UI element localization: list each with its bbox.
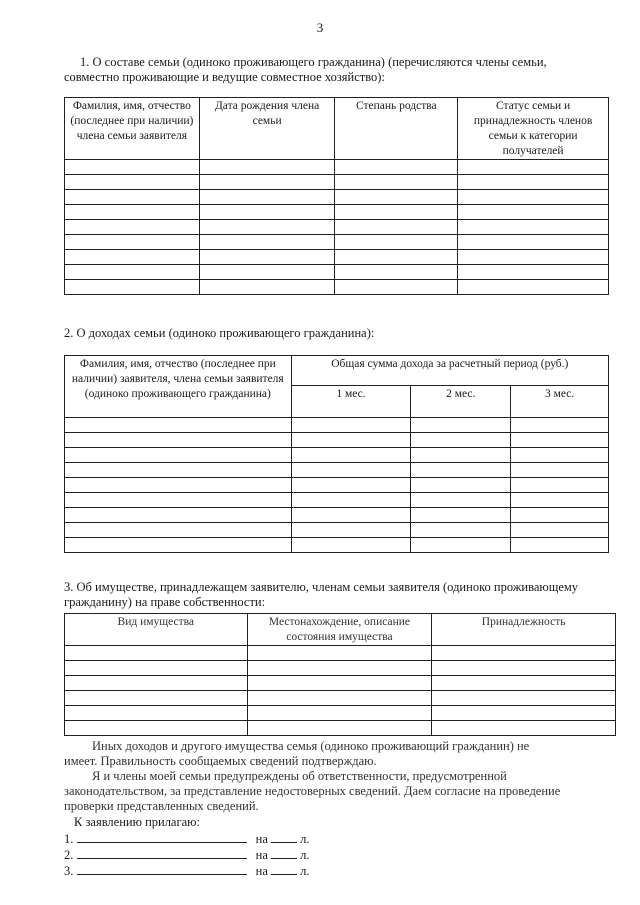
table-row <box>65 691 616 706</box>
income-header-month3: 3 мес. <box>511 386 609 418</box>
table-cell[interactable] <box>65 523 292 538</box>
table-row <box>65 448 609 463</box>
table-cell[interactable] <box>199 175 335 190</box>
table-cell[interactable] <box>291 493 411 508</box>
attachment-row-2 <box>64 848 364 863</box>
table-cell[interactable] <box>411 463 511 478</box>
table-cell[interactable] <box>335 190 458 205</box>
table-cell[interactable] <box>411 538 511 553</box>
table-cell[interactable] <box>291 508 411 523</box>
table-cell[interactable] <box>199 280 335 295</box>
attachment-on-label: на <box>255 864 268 878</box>
table-cell[interactable] <box>291 448 411 463</box>
table-cell[interactable] <box>291 433 411 448</box>
table-cell[interactable] <box>65 205 200 220</box>
table-cell[interactable] <box>247 661 432 676</box>
table-cell[interactable] <box>65 646 248 661</box>
property-header-ownership: Принадлежность <box>432 614 616 646</box>
table-row <box>65 661 616 676</box>
table-cell[interactable] <box>411 508 511 523</box>
attachment-row-1 <box>64 832 364 847</box>
attachment-number: 3. <box>64 864 74 878</box>
table-cell[interactable] <box>458 265 609 280</box>
table-cell[interactable] <box>65 175 200 190</box>
table-cell[interactable] <box>65 706 248 721</box>
table-cell[interactable] <box>432 721 616 736</box>
income-header-month2: 2 мес. <box>411 386 511 418</box>
table-cell[interactable] <box>432 676 616 691</box>
income-header-month1: 1 мес. <box>291 386 411 418</box>
table-cell[interactable] <box>199 160 335 175</box>
table-cell[interactable] <box>511 433 609 448</box>
table-row <box>65 463 609 478</box>
table-cell[interactable] <box>335 250 458 265</box>
table-cell[interactable] <box>65 508 292 523</box>
table-cell[interactable] <box>511 478 609 493</box>
table-cell[interactable] <box>199 250 335 265</box>
table-cell[interactable] <box>511 538 609 553</box>
table-row <box>65 160 609 175</box>
section2-title: 2. О доходах семьи (одиноко проживающего гражданина): <box>64 326 375 340</box>
table-row <box>65 190 609 205</box>
section3-title-line2: гражданину) на праве собственности: <box>64 595 266 609</box>
table-row <box>65 646 616 661</box>
table-row <box>65 433 609 448</box>
table-cell[interactable] <box>411 448 511 463</box>
attachment-sheets-field[interactable] <box>271 848 297 859</box>
table-cell[interactable] <box>65 280 200 295</box>
table-cell[interactable] <box>247 691 432 706</box>
table-cell[interactable] <box>411 523 511 538</box>
attachment-number: 2. <box>64 848 74 862</box>
table-cell[interactable] <box>511 508 609 523</box>
table-cell[interactable] <box>65 691 248 706</box>
table-cell[interactable] <box>65 235 200 250</box>
table-row <box>65 508 609 523</box>
table-row <box>65 250 609 265</box>
table-row <box>65 205 609 220</box>
section1-title-line2: совместно проживающие и ведущие совместное хозяйство): <box>64 70 385 84</box>
table-cell[interactable] <box>247 721 432 736</box>
table-cell[interactable] <box>65 661 248 676</box>
table-cell[interactable] <box>65 418 292 433</box>
table-cell[interactable] <box>199 235 335 250</box>
table-row <box>65 523 609 538</box>
table-cell[interactable] <box>291 463 411 478</box>
table-row <box>65 418 609 433</box>
table-cell[interactable] <box>291 523 411 538</box>
section3-title-line1: 3. Об имуществе, принадлежащем заявителю, членам семьи заявителя (одиноко проживающему <box>64 580 579 594</box>
attachment-row-3 <box>64 864 364 879</box>
property-header-location: Местонахождение, описание состояния имущества <box>247 614 432 646</box>
table-cell[interactable] <box>291 478 411 493</box>
table-cell[interactable] <box>199 205 335 220</box>
table-cell[interactable] <box>458 205 609 220</box>
table-row <box>65 478 609 493</box>
table-cell[interactable] <box>511 463 609 478</box>
table-cell[interactable] <box>511 493 609 508</box>
table-cell[interactable] <box>65 463 292 478</box>
statement-line5: проверки представленных сведений. <box>64 799 259 813</box>
table-cell[interactable] <box>65 265 200 280</box>
table-cell[interactable] <box>199 190 335 205</box>
table-row <box>65 706 616 721</box>
table-row <box>65 220 609 235</box>
attachments-title: К заявлению прилагаю: <box>74 815 200 829</box>
table-cell[interactable] <box>411 433 511 448</box>
statement-line4: законодательством, за представление недостоверных сведений. Даем согласие на проведение <box>64 784 561 798</box>
attachment-sheets-label: л. <box>300 864 310 878</box>
table-cell[interactable] <box>335 205 458 220</box>
table-cell[interactable] <box>335 280 458 295</box>
table-cell[interactable] <box>65 190 200 205</box>
table-cell[interactable] <box>458 235 609 250</box>
table-cell[interactable] <box>432 706 616 721</box>
table-row <box>65 235 609 250</box>
table-cell[interactable] <box>65 160 200 175</box>
attachment-name-field[interactable] <box>77 848 247 859</box>
section1-title-line1: 1. О составе семьи (одиноко проживающего гражданина) (перечисляются члены семьи, <box>80 55 547 69</box>
attachment-on-label: на <box>255 832 268 846</box>
table-row <box>65 265 609 280</box>
family-header-status: Статус семьи и принадлежность членов семьи к категории получателей <box>458 98 609 160</box>
table-cell[interactable] <box>65 493 292 508</box>
family-table <box>64 97 609 295</box>
table-cell[interactable] <box>432 691 616 706</box>
table-cell[interactable] <box>458 250 609 265</box>
income-header-total: Общая сумма дохода за расчетный период (руб.) <box>291 356 608 386</box>
table-cell[interactable] <box>247 706 432 721</box>
table-cell[interactable] <box>411 418 511 433</box>
table-cell[interactable] <box>291 538 411 553</box>
table-cell[interactable] <box>458 190 609 205</box>
table-row <box>65 538 609 553</box>
income-header-name: Фамилия, имя, отчество (последнее при наличии) заявителя, члена семьи заявителя (одиноко проживающего гражданина) <box>65 356 292 418</box>
table-cell[interactable] <box>511 418 609 433</box>
table-cell[interactable] <box>511 523 609 538</box>
table-cell[interactable] <box>458 220 609 235</box>
table-row <box>65 721 616 736</box>
table-cell[interactable] <box>458 160 609 175</box>
table-cell[interactable] <box>199 220 335 235</box>
attachment-sheets-field[interactable] <box>271 864 297 875</box>
table-cell[interactable] <box>65 220 200 235</box>
table-cell[interactable] <box>65 676 248 691</box>
table-cell[interactable] <box>411 478 511 493</box>
table-cell[interactable] <box>65 433 292 448</box>
table-cell[interactable] <box>65 250 200 265</box>
attachment-sheets-label: л. <box>300 848 310 862</box>
statement-line3: Я и члены моей семьи предупреждены об ответственности, предусмотренной <box>92 769 507 783</box>
table-cell[interactable] <box>411 493 511 508</box>
table-cell[interactable] <box>65 448 292 463</box>
attachment-sheets-field[interactable] <box>271 832 297 843</box>
page-number: 3 <box>316 20 324 35</box>
table-row <box>65 175 609 190</box>
table-cell[interactable] <box>291 418 411 433</box>
table-cell[interactable] <box>432 661 616 676</box>
table-cell[interactable] <box>247 646 432 661</box>
income-table <box>64 355 609 553</box>
property-header-type: Вид имущества <box>65 614 248 646</box>
table-cell[interactable] <box>511 448 609 463</box>
family-header-birthdate: Дата рождения члена семьи <box>199 98 335 160</box>
family-header-name: Фамилия, имя, отчество (последнее при наличии) члена семьи заявителя <box>65 98 200 160</box>
table-cell[interactable] <box>247 676 432 691</box>
attachment-number: 1. <box>64 832 74 846</box>
attachment-name-field[interactable] <box>77 832 247 843</box>
statement-line1: Иных доходов и другого имущества семья (одиноко проживающий гражданин) не <box>92 739 530 753</box>
table-cell[interactable] <box>335 160 458 175</box>
attachment-sheets-label: л. <box>300 832 310 846</box>
family-header-relation: Степань родства <box>335 98 458 160</box>
table-cell[interactable] <box>199 265 335 280</box>
table-cell[interactable] <box>65 721 248 736</box>
table-cell[interactable] <box>65 538 292 553</box>
table-cell[interactable] <box>335 235 458 250</box>
table-row <box>65 676 616 691</box>
attachment-on-label: на <box>255 848 268 862</box>
table-cell[interactable] <box>432 646 616 661</box>
table-cell[interactable] <box>458 175 609 190</box>
table-row <box>65 493 609 508</box>
table-cell[interactable] <box>335 265 458 280</box>
table-row <box>65 280 609 295</box>
table-cell[interactable] <box>335 220 458 235</box>
table-cell[interactable] <box>458 280 609 295</box>
statement-line2: имеет. Правильность сообщаемых сведений подтверждаю. <box>64 754 377 768</box>
attachment-name-field[interactable] <box>77 864 247 875</box>
property-table <box>64 613 616 736</box>
table-cell[interactable] <box>65 478 292 493</box>
table-cell[interactable] <box>335 175 458 190</box>
